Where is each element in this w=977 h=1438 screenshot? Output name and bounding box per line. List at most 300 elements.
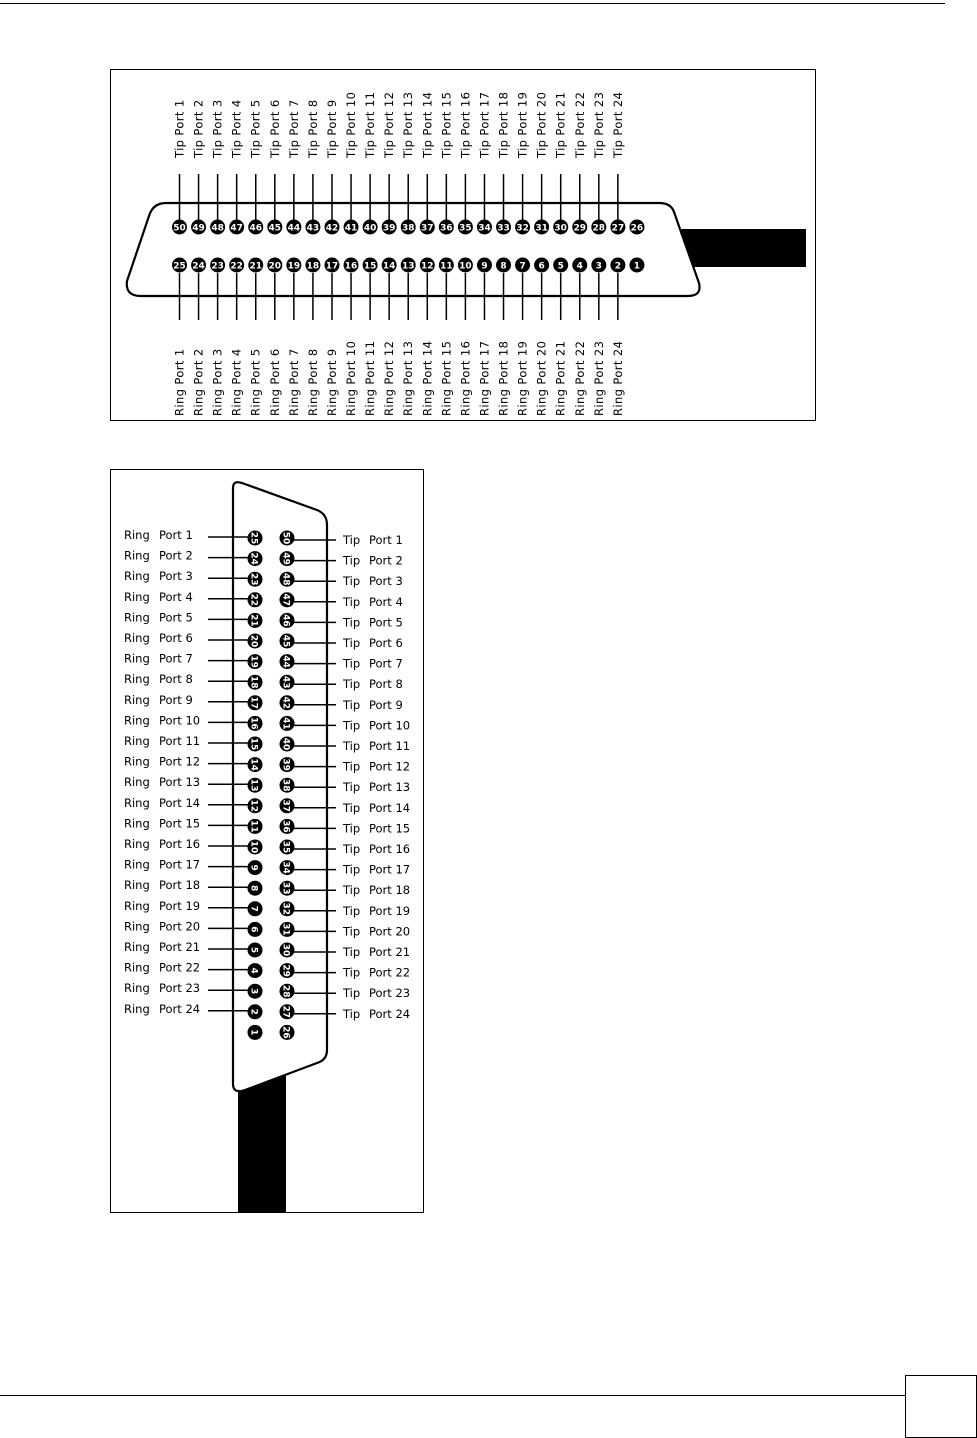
ring-label-text: Ring Port 21 (553, 340, 568, 416)
ring-label (497, 341, 511, 416)
pin-number: 26 (630, 223, 644, 234)
pin (280, 840, 295, 855)
tip-label-port: Port 6 (369, 636, 403, 650)
pin-number: 48 (211, 223, 224, 234)
pin (496, 258, 511, 273)
pin (401, 220, 416, 235)
pin-number: 35 (280, 840, 291, 854)
ring-label-port: Port 16 (159, 837, 201, 851)
tip-label-port: Port 13 (369, 780, 411, 795)
pin-number: 20 (248, 634, 259, 648)
header-rule (0, 3, 945, 4)
pin (280, 881, 295, 896)
pin-number: 12 (248, 799, 259, 813)
pin-number: 47 (230, 223, 243, 234)
ring-label: Ring (124, 631, 150, 645)
ring-label (325, 348, 339, 416)
ring-label-port: Port 11 (159, 734, 201, 748)
tip-label: Tip (343, 800, 361, 815)
pin-number: 18 (248, 675, 259, 689)
ring-label: Ring (124, 960, 150, 975)
ring-label (249, 348, 263, 416)
pin-number: 46 (249, 223, 263, 234)
pin-number: 10 (248, 840, 259, 854)
pin (572, 220, 587, 235)
tip-label (173, 99, 187, 159)
pin-number: 45 (280, 634, 291, 648)
ring-label: Ring (124, 589, 150, 604)
pin (629, 220, 644, 235)
pin-number: 31 (280, 923, 291, 936)
tip-label-port: Port 19 (369, 903, 411, 918)
tip-label-port: Port 18 (369, 883, 411, 898)
pin (248, 860, 263, 875)
pin (280, 1025, 295, 1040)
tip-label-text: Tip Port 20 (534, 91, 549, 158)
ring-label-port: Port 9 (159, 692, 193, 707)
pin (210, 220, 225, 235)
tip-label-port: Port 17 (369, 862, 411, 877)
tip-label (192, 99, 206, 159)
tip-label: Tip (343, 986, 361, 1001)
tip-label-text: Tip Port 9 (324, 99, 339, 158)
tip-label (554, 92, 568, 159)
ring-label-port: Port 13 (159, 775, 201, 790)
pin (572, 258, 587, 273)
pin (344, 220, 359, 235)
ring-label-port: Port 22 (159, 960, 201, 975)
tip-label-port: Port 3 (369, 574, 403, 589)
ring-label: Ring (124, 754, 150, 769)
pin (363, 220, 378, 235)
pin (248, 984, 263, 999)
pin-number: 35 (459, 223, 472, 234)
pin (267, 220, 282, 235)
tip-label: Tip (343, 883, 361, 898)
pin (248, 922, 263, 937)
pin (280, 551, 295, 566)
ring-label (287, 348, 301, 416)
tip-label-text: Tip Port 19 (515, 91, 530, 158)
ring-label-port: Port 3 (159, 569, 193, 584)
tip-label-text: Tip Port 22 (572, 91, 587, 158)
ring-label-port: Port 23 (159, 981, 201, 996)
pin (280, 1004, 295, 1019)
pin (280, 984, 295, 999)
pin-number: 4 (248, 967, 259, 974)
tip-label-port: Port 14 (369, 800, 411, 815)
ring-label (268, 348, 282, 416)
ring-label (516, 341, 530, 416)
pin-number: 11 (248, 820, 259, 833)
tip-label (592, 92, 606, 159)
pin (172, 258, 187, 273)
pin-number: 28 (280, 984, 291, 998)
pin-number: 37 (421, 223, 434, 234)
pin-number: 9 (481, 261, 488, 272)
horizontal-connector-figure (110, 69, 816, 421)
pin-number: 16 (248, 717, 259, 730)
pin-number: 32 (516, 223, 529, 234)
ring-label-text: Ring Port 14 (420, 340, 435, 416)
tip-label (439, 92, 453, 159)
pin-number: 43 (306, 223, 320, 234)
pin (210, 258, 225, 273)
tip-label (401, 92, 415, 159)
page-number-box (905, 1375, 977, 1438)
tip-label-text: Tip Port 16 (458, 91, 473, 158)
ring-label (344, 341, 358, 416)
pin-number: 19 (248, 655, 259, 668)
pin (610, 258, 625, 273)
tip-label-port: Port 12 (369, 759, 411, 774)
pin-number: 18 (306, 261, 320, 272)
pin (534, 220, 549, 235)
pin (248, 654, 263, 669)
tip-label (516, 92, 530, 159)
pin-number: 8 (500, 261, 507, 272)
pin (280, 531, 295, 546)
pin-number: 6 (248, 926, 259, 933)
horizontal-connector-diagram (111, 70, 815, 420)
pin (458, 220, 473, 235)
pin (382, 220, 397, 235)
pin (280, 943, 295, 958)
pin (553, 220, 568, 235)
pin (248, 757, 263, 772)
tip-label-text: Tip Port 2 (191, 99, 206, 158)
ring-label: Ring (124, 981, 150, 996)
tip-label-text: Tip Port 14 (420, 91, 435, 158)
pin (248, 901, 263, 916)
ring-label (554, 341, 568, 416)
pin (248, 798, 263, 813)
pin-number: 49 (280, 552, 291, 565)
pin-number: 17 (248, 696, 259, 710)
tip-label-text: Tip Port 13 (401, 91, 416, 158)
footer-rule (0, 1395, 905, 1396)
pin (477, 258, 492, 273)
ring-label-text: Ring Port 12 (382, 340, 397, 416)
ring-label: Ring (124, 837, 150, 851)
pin-number: 15 (363, 261, 377, 272)
tip-label-text: Tip Port 11 (363, 91, 378, 158)
pin-number: 46 (280, 614, 291, 627)
ring-label-text: Ring Port 8 (305, 348, 320, 416)
tip-label-text: Tip Port 24 (610, 91, 625, 158)
ring-label-text: Ring Port 18 (496, 340, 511, 416)
pin (248, 778, 263, 793)
pin (286, 258, 301, 273)
pin-number: 36 (440, 223, 453, 234)
pin-number: 10 (459, 261, 472, 272)
pin-number: 1 (633, 261, 641, 272)
pin (280, 737, 295, 752)
tip-label (230, 99, 244, 159)
pin (280, 716, 295, 731)
pin (248, 1025, 263, 1040)
tip-label: Tip (343, 656, 361, 671)
pin (280, 963, 295, 978)
pin (305, 258, 320, 273)
pin (191, 220, 206, 235)
pin (267, 258, 282, 273)
tip-label-text: Tip Port 12 (382, 91, 397, 158)
pin-number: 38 (401, 223, 415, 234)
tip-label (306, 99, 320, 159)
pin-number: 34 (478, 223, 491, 234)
pin-number: 17 (325, 261, 339, 272)
pin (439, 220, 454, 235)
pin-number: 42 (325, 223, 339, 234)
pin-number: 29 (573, 223, 587, 234)
pin-number: 24 (248, 552, 259, 565)
pin-number: 48 (280, 572, 291, 586)
pin (248, 695, 263, 710)
pin (248, 220, 263, 235)
ring-label: Ring (124, 651, 150, 666)
tip-label: Tip (343, 780, 361, 795)
tip-label: Tip (343, 945, 361, 959)
pin (324, 258, 339, 273)
pin (248, 675, 263, 690)
tip-label-port: Port 4 (369, 594, 403, 609)
pin-number: 33 (280, 881, 291, 895)
pin-number: 41 (280, 717, 291, 730)
pin-number: 39 (382, 223, 396, 234)
pin (280, 572, 295, 587)
pin-number: 39 (280, 758, 291, 771)
pin-number: 5 (248, 946, 259, 954)
ring-label: Ring (124, 878, 150, 893)
pin (280, 778, 295, 793)
pin-number: 38 (280, 778, 291, 792)
pin-number: 13 (401, 261, 415, 272)
pin-number: 13 (248, 778, 259, 792)
vertical-connector-figure (110, 469, 424, 1213)
pin-number: 29 (280, 964, 291, 977)
ring-label-port: Port 6 (159, 631, 193, 645)
pin-number: 44 (280, 655, 291, 668)
pin-number: 40 (363, 223, 377, 234)
tip-label (497, 92, 511, 159)
ring-label-port: Port 10 (159, 713, 201, 728)
ring-label-text: Ring Port 2 (191, 348, 206, 416)
tip-label-text: Tip Port 17 (477, 91, 492, 158)
pin-number: 7 (248, 905, 259, 912)
tip-label-text: Tip Port 15 (439, 91, 454, 158)
ring-label: Ring (124, 816, 150, 831)
pin (229, 258, 244, 273)
pin (553, 258, 568, 273)
pin-number: 41 (344, 223, 358, 234)
ring-label-port: Port 24 (159, 1001, 201, 1016)
ring-label-text: Ring Port 13 (401, 340, 416, 416)
pin (248, 819, 263, 834)
pin (172, 220, 187, 235)
ring-label-text: Ring Port 1 (172, 348, 187, 416)
ring-label-text: Ring Port 11 (363, 340, 378, 416)
ring-label: Ring (124, 919, 150, 934)
tip-label: Tip (343, 533, 361, 547)
tip-label-port: Port 1 (369, 533, 403, 547)
ring-label-text: Ring Port 22 (572, 340, 587, 416)
ring-label (173, 348, 187, 416)
ring-label: Ring (124, 795, 150, 810)
ring-label-port: Port 18 (159, 878, 201, 893)
tip-label: Tip (343, 636, 361, 650)
pin-number: 33 (497, 223, 510, 234)
ring-label: Ring (124, 734, 150, 748)
pin (280, 922, 295, 937)
tip-label (325, 99, 339, 159)
pin (280, 634, 295, 649)
tip-label-port: Port 9 (369, 697, 403, 712)
pin-number: 36 (280, 820, 291, 833)
ring-label-port: Port 2 (159, 548, 193, 563)
pin-number: 23 (211, 261, 224, 272)
pin-number: 5 (557, 261, 564, 272)
pin (629, 258, 644, 273)
tip-label: Tip (343, 821, 361, 836)
tip-label: Tip (343, 594, 361, 609)
tip-label: Tip (343, 862, 361, 877)
tip-label-text: Tip Port 3 (210, 99, 225, 158)
pin (591, 258, 606, 273)
vertical-connector-diagram (111, 470, 423, 1212)
pin (280, 695, 295, 710)
ring-label: Ring (124, 1001, 150, 1016)
pin (280, 860, 295, 875)
tip-label: Tip (343, 615, 361, 630)
ring-label-text: Ring Port 10 (344, 340, 359, 416)
pin-number: 14 (248, 758, 259, 771)
pin (496, 220, 511, 235)
ring-label-text: Ring Port 16 (458, 340, 473, 416)
ring-label (306, 348, 320, 416)
pin (515, 258, 530, 273)
ring-label-text: Ring Port 7 (286, 348, 301, 416)
ring-label-text: Ring Port 19 (515, 340, 530, 416)
pin-number: 3 (248, 988, 259, 995)
ring-label: Ring (124, 940, 150, 954)
pin (382, 258, 397, 273)
tip-label: Tip (343, 574, 361, 589)
pin (439, 258, 454, 273)
tip-label (611, 92, 625, 159)
pin (420, 258, 435, 273)
pin (248, 716, 263, 731)
tip-label: Tip (343, 677, 361, 692)
tip-label-text: Tip Port 18 (496, 91, 511, 158)
ring-label (611, 341, 625, 416)
pin-number: 37 (280, 799, 291, 813)
pin (280, 654, 295, 669)
pin (191, 258, 206, 273)
pin-number: 6 (538, 261, 545, 272)
pin-number: 25 (248, 531, 259, 545)
ring-label: Ring (124, 775, 150, 790)
tip-label-port: Port 23 (369, 986, 411, 1001)
ring-label-text: Ring Port 9 (324, 348, 339, 416)
tip-label: Tip (343, 924, 361, 939)
pin (344, 258, 359, 273)
tip-label-text: Tip Port 1 (172, 99, 187, 158)
pin (401, 258, 416, 273)
ring-label (363, 341, 377, 416)
pin (286, 220, 301, 235)
ring-label: Ring (124, 569, 150, 584)
ring-label (420, 341, 434, 416)
pin (280, 613, 295, 628)
pin (248, 531, 263, 546)
pin-number: 50 (173, 223, 186, 234)
pin-number: 28 (592, 223, 606, 234)
pin (610, 220, 625, 235)
tip-label-port: Port 16 (369, 842, 411, 856)
ring-label-port: Port 8 (159, 672, 193, 687)
pin-number: 21 (249, 261, 263, 272)
tip-label-text: Tip Port 21 (553, 91, 568, 158)
ring-label-port: Port 21 (159, 940, 201, 954)
pin-number: 45 (268, 223, 282, 234)
ring-label-port: Port 4 (159, 589, 193, 604)
pin (248, 613, 263, 628)
tip-label: Tip (343, 739, 361, 753)
pin (248, 737, 263, 752)
ring-label-port: Port 20 (159, 919, 201, 934)
pin-number: 47 (280, 593, 291, 607)
pin-number: 4 (576, 261, 583, 272)
tip-label-port: Port 2 (369, 553, 403, 568)
tip-label (573, 92, 587, 159)
pin-number: 1 (248, 1029, 259, 1036)
tip-label-text: Tip Port 4 (229, 99, 244, 158)
ring-label-port: Port 14 (159, 795, 201, 810)
tip-label: Tip (343, 553, 361, 568)
pin-number: 21 (248, 614, 259, 627)
pin (534, 258, 549, 273)
pin (248, 963, 263, 978)
pin-number: 22 (230, 261, 243, 272)
pin (477, 220, 492, 235)
ring-label (401, 341, 415, 416)
pin (363, 258, 378, 273)
tip-label: Tip (343, 718, 361, 733)
ring-label (458, 341, 472, 416)
tip-label: Tip (343, 965, 361, 980)
pin-number: 25 (173, 261, 186, 272)
ring-label (230, 348, 244, 416)
pin-number: 30 (554, 223, 567, 234)
tip-label-port: Port 20 (369, 924, 411, 939)
ring-label (535, 341, 549, 416)
pin-number: 26 (280, 1026, 291, 1039)
pin (280, 901, 295, 916)
tip-label (211, 99, 225, 159)
pin-number: 34 (280, 861, 291, 874)
tip-label-text: Tip Port 10 (344, 91, 359, 158)
tip-label (249, 99, 263, 159)
tip-label-port: Port 15 (369, 821, 411, 836)
tip-label (363, 92, 377, 159)
pin-number: 43 (280, 675, 291, 689)
tip-label (287, 99, 301, 159)
ring-label (211, 348, 225, 416)
ring-label-text: Ring Port 5 (248, 348, 263, 416)
pin-number: 27 (280, 1005, 291, 1019)
tip-label: Tip (343, 842, 361, 856)
